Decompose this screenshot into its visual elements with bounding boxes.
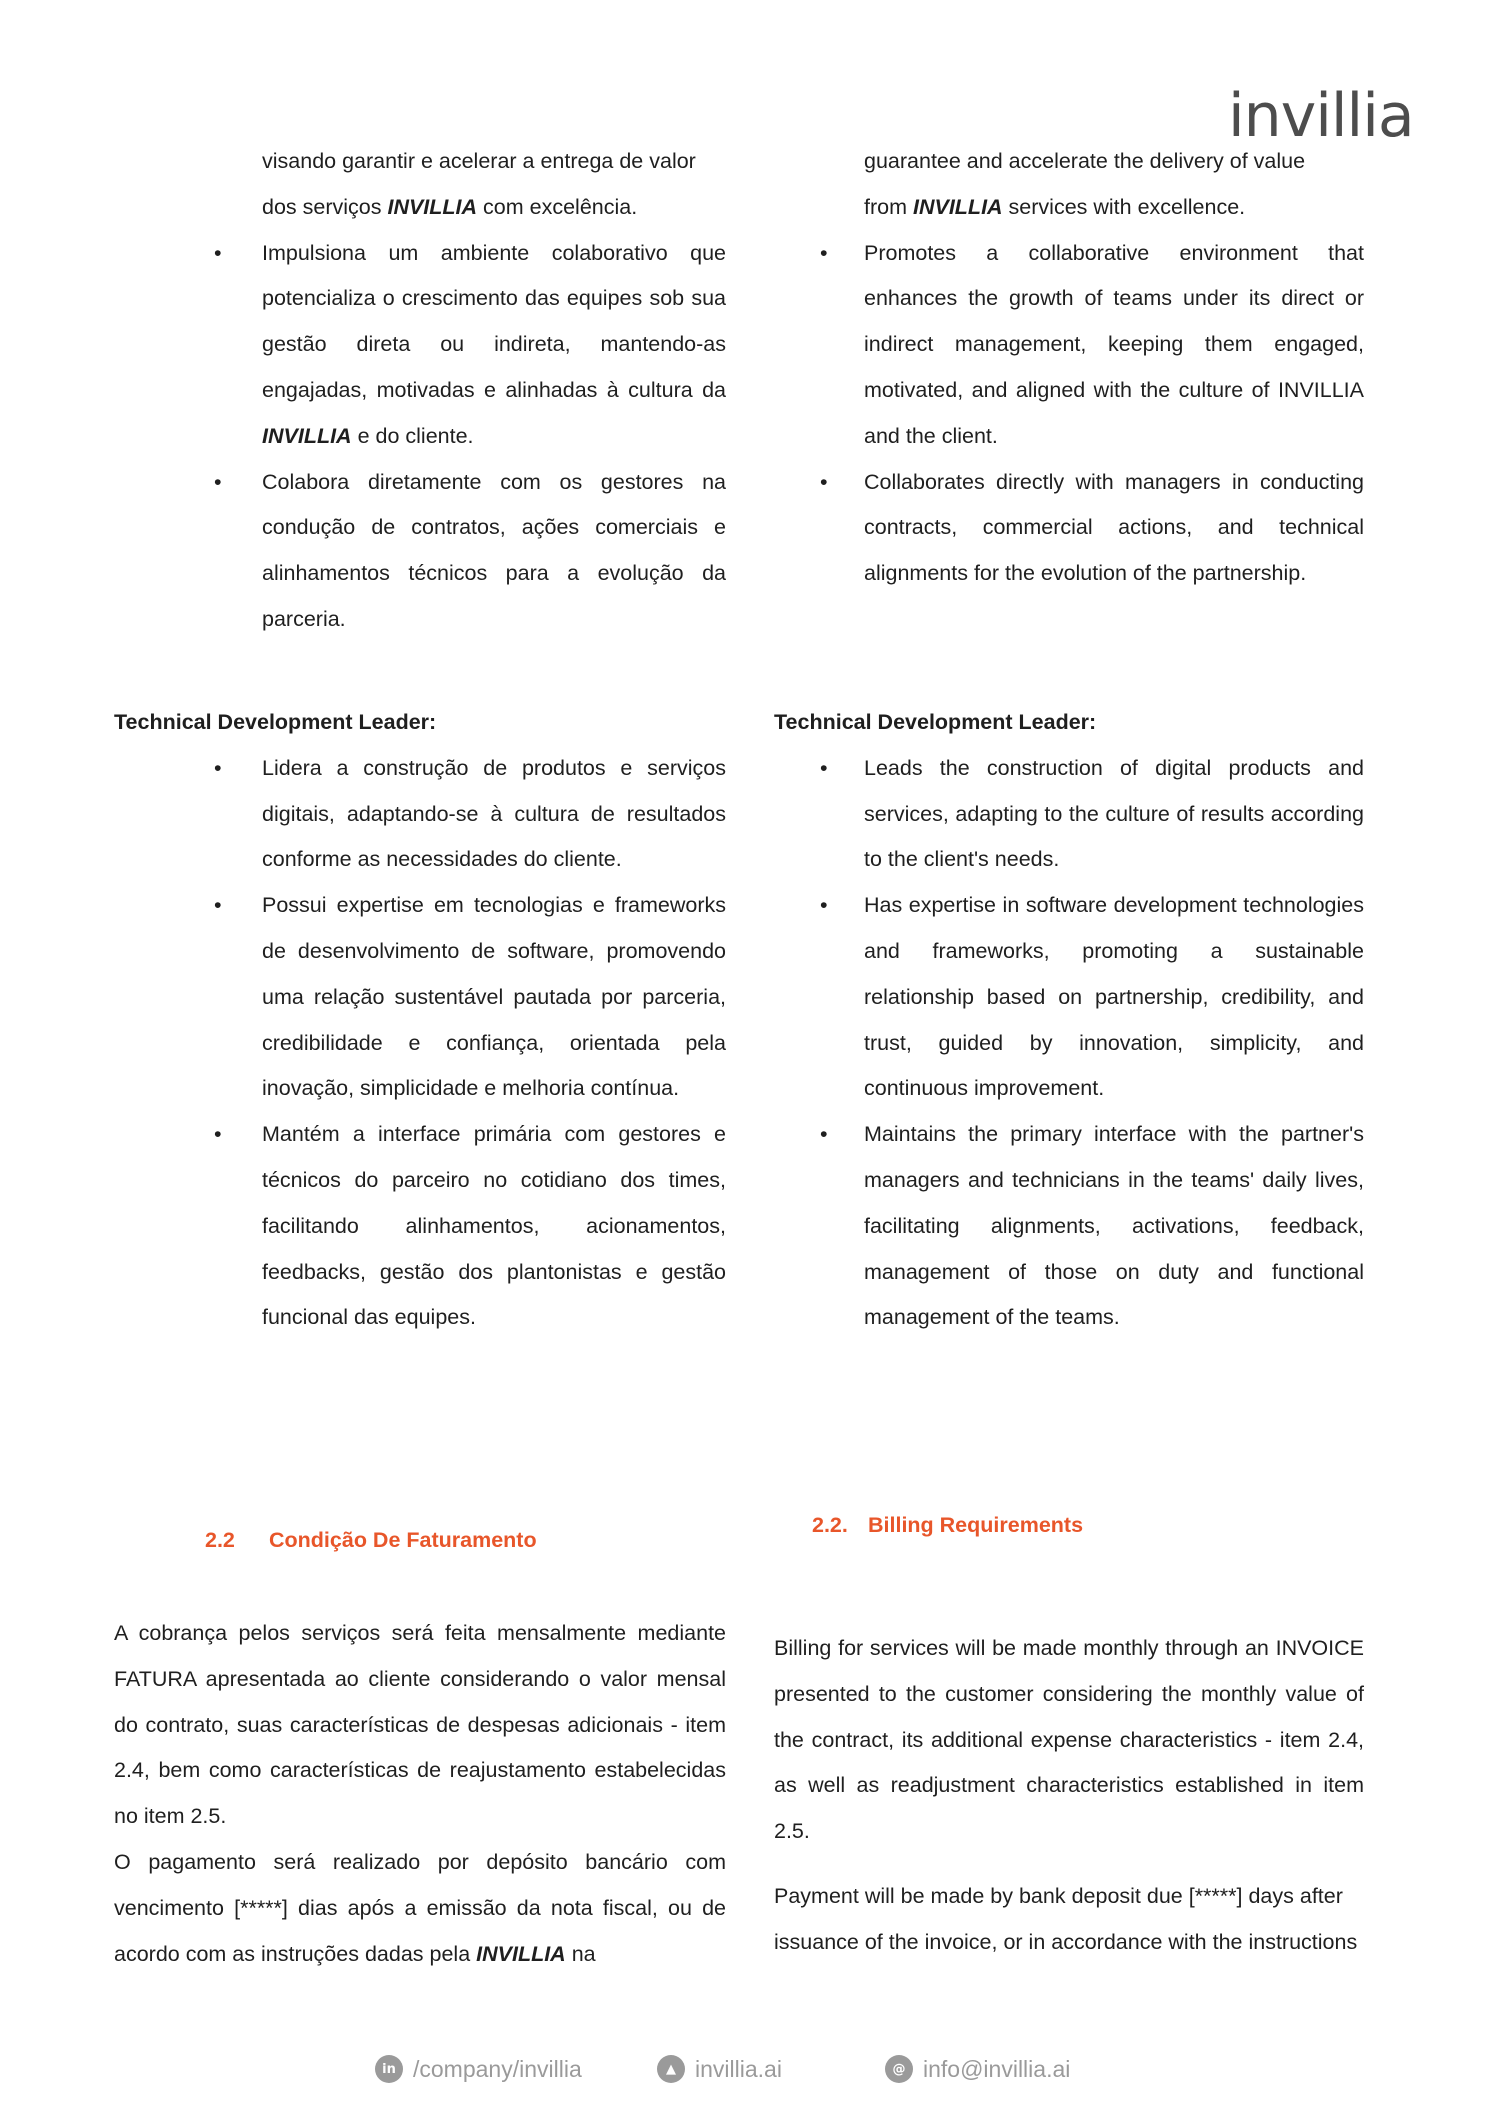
right-continuation-line1: guarantee and accelerate the delivery of value [864,149,1306,173]
footer-linkedin[interactable] [375,2055,582,2083]
list-item [114,1112,726,1341]
list-item [774,1112,1364,1341]
left-role-bullets [114,746,726,1341]
list-item-text: Lidera a construção de produtos e serviços digitais, adaptando-se à cultura de resultados conforme as necessidades do cliente. [262,755,726,872]
bullet-icon: • [214,893,222,918]
left-billing-para1: A cobrança pelos serviços será feita mensalmente mediante FATURA apresentada ao cliente considerando o valor mensal do contrato, suas características de despesas adicionais - item 2.4, bem como características de reajustamento estabelecidas no item 2.5. [114,1621,726,1829]
footer-email[interactable] [885,2055,1070,2083]
list-item-text: Promotes a collaborative environment that enhances the growth of teams under its direct or indirect management, keeping them engaged, motivated, and aligned with the culture of INVILLIA and the client. [864,240,1364,448]
left-billing-text [114,1611,726,1977]
right-role-bullets [774,746,1364,1341]
left-billing-para2 [114,1840,726,1977]
bullet-icon: • [820,893,828,918]
left-continuation-line1: visando garantir e acelerar a entrega de valor [262,149,696,173]
brand-name: INVILLIA [262,423,352,448]
invillia-logo: invillia [1228,81,1414,151]
bullet-icon: • [214,469,222,494]
list-item [774,746,1364,883]
right-role-block [774,700,1364,1341]
cursor-icon: ▲ [657,2055,685,2083]
left-role-block [114,700,726,1341]
right-top-bullets [774,231,1364,597]
at-sign-icon: @ [885,2055,913,2083]
list-item-text: Has expertise in software development technologies and frameworks, promoting a sustainable relationship based on partnership, credibility, and trust, guided by innovation, simplicity, and continuous improvement. [864,893,1364,1101]
brand-name: INVILLIA [387,194,478,219]
right-continuation [864,139,1364,231]
footer [0,2055,1500,2095]
section-number: 2.2 [205,1528,235,1552]
section-heading-en [812,1513,1083,1538]
list-item [114,460,726,643]
list-item-text: Leads the construction of digital products and services, adapting to the culture of results according to the client's needs. [864,755,1364,872]
right-continuation-text: from [864,194,913,219]
list-item-text: Impulsiona um ambiente colaborativo que potencializa o crescimento das equipes sob sua gestão direta ou indireta, mantendo-as engajadas, motivadas e alinhadas à cultura da [262,240,726,402]
brand-name: INVILLIA [476,1941,566,1966]
list-item [114,231,726,460]
list-item [774,460,1364,597]
left-continuation-text: com excelência. [477,194,638,219]
footer-website[interactable] [657,2055,782,2083]
list-item [114,883,726,1112]
bullet-icon: • [820,755,828,780]
bullet-icon: • [820,240,828,265]
list-item-text: e do cliente. [351,423,474,448]
list-item [114,746,726,883]
left-top-bullets [114,231,726,643]
brand-name: INVILLIA [912,194,1003,219]
list-item [774,231,1364,460]
bullet-icon: • [820,1122,828,1147]
paragraph-text: O pagamento será realizado por depósito bancário com vencimento [*****] dias após a emissão da nota fiscal, ou de acordo com as instruções dadas pela [114,1849,726,1966]
right-billing-para1: Billing for services will be made monthly through an INVOICE presented to the customer considering the monthly value of the contract, its additional expense characteristics - item 2.4, as well as readjustment characteristics established in item 2.5. [774,1636,1364,1844]
list-item-text: Mantém a interface primária com gestores e técnicos do parceiro no cotidiano dos times, facilitando alinhamentos, acionamentos, feedbacks, gestão dos plantonistas e gestão funcional das equipes. [262,1122,726,1330]
footer-linkedin-text: /company/invillia [413,2055,582,2082]
paragraph-text: na [565,1941,596,1966]
section-number: 2.2. [812,1513,848,1537]
right-continuation-text: services with excellence. [1002,194,1246,219]
left-top-block [114,139,726,643]
bullet-icon: • [820,469,828,494]
section-title: Condição De Faturamento [269,1528,537,1552]
role-title: Technical Development Leader: [114,710,437,734]
left-continuation [262,139,726,231]
list-item [774,883,1364,1112]
role-title: Technical Development Leader: [774,710,1097,734]
list-item-text: Possui expertise em tecnologias e frameworks de desenvolvimento de software, promovendo uma relação sustentável pautada por parceria, credibilidade e confiança, orientada pela inovação, simplicidade e melhoria contínua. [262,893,726,1101]
right-top-block [774,139,1364,597]
list-item-text: Maintains the primary interface with the partner's managers and technicians in the teams' daily lives, facilitating alignments, activations, feedback, management of those on duty and functional management of the teams. [864,1122,1364,1330]
bullet-icon: • [214,240,222,265]
bullet-icon: • [214,1122,222,1147]
footer-email-text: info@invillia.ai [923,2055,1071,2082]
linkedin-icon: in [375,2055,403,2083]
right-billing-para2: Payment will be made by bank deposit due [*****] days after issuance of the invoice, or in accordance with the instructions [774,1884,1358,1954]
list-item-text: Collaborates directly with managers in conducting contracts, commercial actions, and technical alignments for the evolution of the partnership. [864,469,1364,586]
left-continuation-text: dos serviços [262,194,388,219]
section-title: Billing Requirements [868,1513,1084,1537]
footer-website-text: invillia.ai [695,2055,782,2082]
section-heading-pt [205,1528,537,1553]
list-item-text: Colabora diretamente com os gestores na condução de contratos, ações comerciais e alinhamentos técnicos para a evolução da parceria. [262,469,726,631]
bullet-icon: • [214,755,222,780]
